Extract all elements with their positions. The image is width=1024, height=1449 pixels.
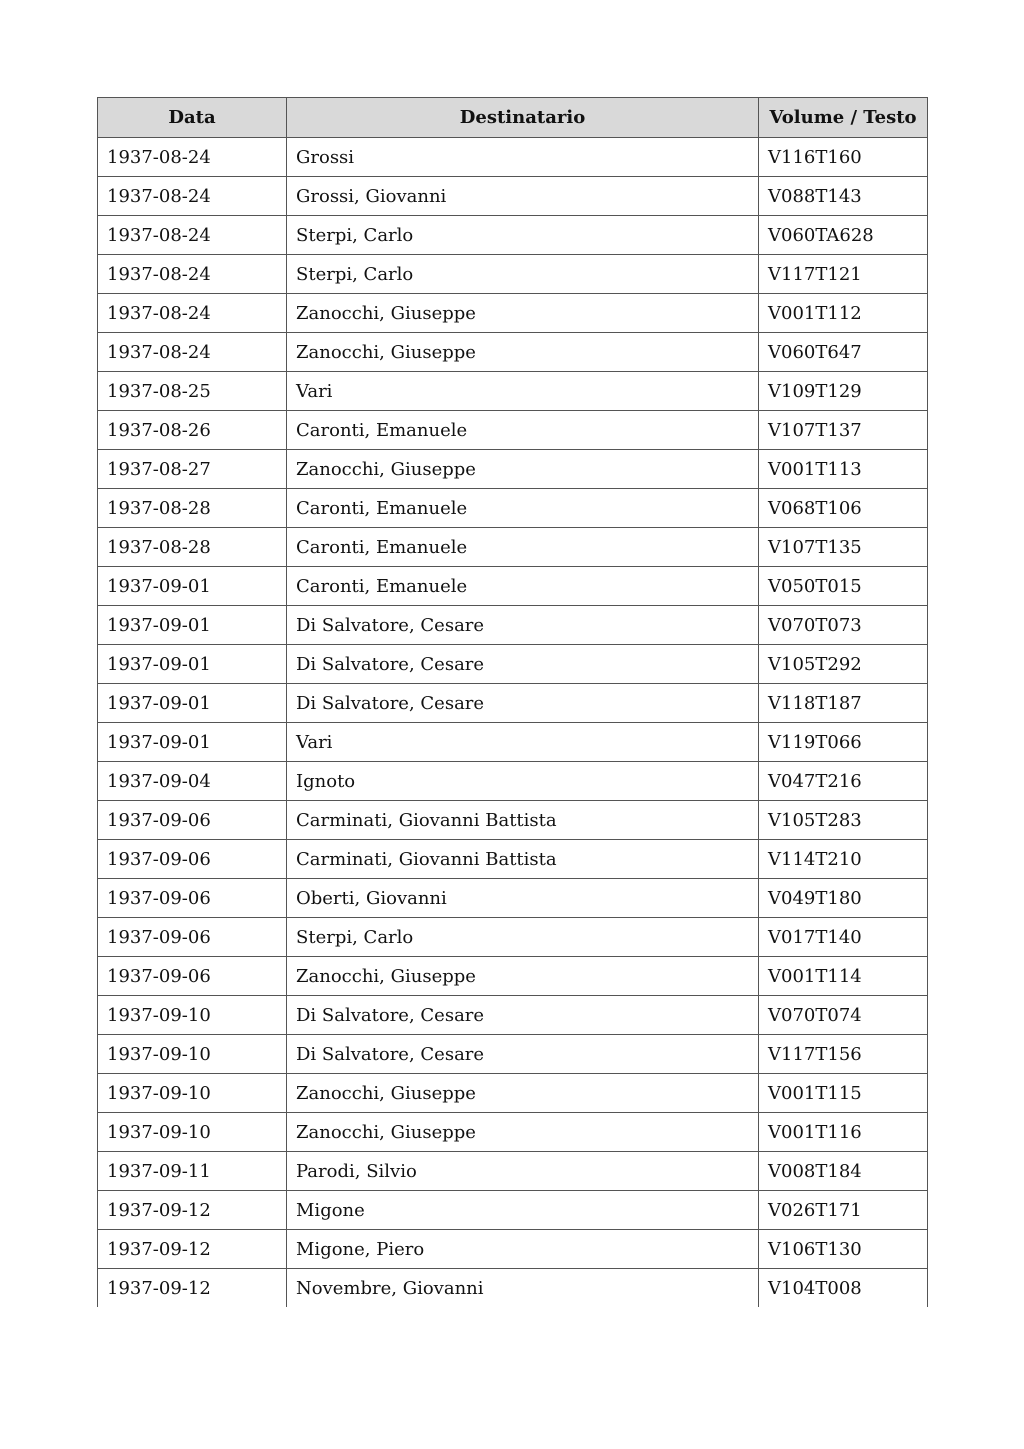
cell-date: 1937-08-25 xyxy=(98,372,287,411)
cell-volume-text: V109T129 xyxy=(759,372,928,411)
cell-date: 1937-09-10 xyxy=(98,996,287,1035)
cell-date: 1937-09-06 xyxy=(98,801,287,840)
cell-date: 1937-09-01 xyxy=(98,567,287,606)
cell-date: 1937-09-01 xyxy=(98,723,287,762)
table-row xyxy=(98,723,928,762)
cell-recipient: Di Salvatore, Cesare xyxy=(287,1035,759,1074)
cell-recipient: Caronti, Emanuele xyxy=(287,411,759,450)
table-row xyxy=(98,411,928,450)
cell-volume-text: V117T121 xyxy=(759,255,928,294)
cell-recipient: Caronti, Emanuele xyxy=(287,567,759,606)
cell-recipient: Migone, Piero xyxy=(287,1230,759,1269)
table-row xyxy=(98,294,928,333)
cell-volume-text: V047T216 xyxy=(759,762,928,801)
cell-date: 1937-08-24 xyxy=(98,294,287,333)
cell-recipient: Oberti, Giovanni xyxy=(287,879,759,918)
cell-date: 1937-09-11 xyxy=(98,1152,287,1191)
table-row xyxy=(98,177,928,216)
table-row xyxy=(98,684,928,723)
cell-volume-text: V119T066 xyxy=(759,723,928,762)
cell-volume-text: V001T112 xyxy=(759,294,928,333)
cell-volume-text: V104T008 xyxy=(759,1269,928,1308)
cell-date: 1937-09-01 xyxy=(98,606,287,645)
cell-volume-text: V049T180 xyxy=(759,879,928,918)
cell-recipient: Ignoto xyxy=(287,762,759,801)
table-row xyxy=(98,762,928,801)
cell-date: 1937-09-06 xyxy=(98,879,287,918)
cell-recipient: Zanocchi, Giuseppe xyxy=(287,333,759,372)
cell-recipient: Zanocchi, Giuseppe xyxy=(287,957,759,996)
cell-date: 1937-09-12 xyxy=(98,1230,287,1269)
cell-volume-text: V107T135 xyxy=(759,528,928,567)
cell-volume-text: V070T073 xyxy=(759,606,928,645)
cell-volume-text: V060T647 xyxy=(759,333,928,372)
cell-recipient: Vari xyxy=(287,372,759,411)
cell-date: 1937-08-26 xyxy=(98,411,287,450)
cell-date: 1937-09-12 xyxy=(98,1191,287,1230)
table-row xyxy=(98,255,928,294)
cell-volume-text: V050T015 xyxy=(759,567,928,606)
column-header-destinatario: Destinatario xyxy=(287,98,759,138)
table-body xyxy=(98,138,928,1308)
cell-recipient: Zanocchi, Giuseppe xyxy=(287,1113,759,1152)
table-row xyxy=(98,957,928,996)
cell-volume-text: V001T116 xyxy=(759,1113,928,1152)
table-row xyxy=(98,1113,928,1152)
cell-recipient: Parodi, Silvio xyxy=(287,1152,759,1191)
cell-date: 1937-09-06 xyxy=(98,957,287,996)
table-row xyxy=(98,918,928,957)
table-row xyxy=(98,1230,928,1269)
cell-recipient: Migone xyxy=(287,1191,759,1230)
cell-date: 1937-09-10 xyxy=(98,1074,287,1113)
cell-volume-text: V116T160 xyxy=(759,138,928,177)
cell-volume-text: V118T187 xyxy=(759,684,928,723)
cell-date: 1937-09-06 xyxy=(98,840,287,879)
cell-volume-text: V001T114 xyxy=(759,957,928,996)
cell-volume-text: V107T137 xyxy=(759,411,928,450)
cell-date: 1937-08-27 xyxy=(98,450,287,489)
table-row xyxy=(98,489,928,528)
cell-recipient: Carminati, Giovanni Battista xyxy=(287,840,759,879)
cell-volume-text: V117T156 xyxy=(759,1035,928,1074)
table-row xyxy=(98,1269,928,1308)
cell-recipient: Di Salvatore, Cesare xyxy=(287,996,759,1035)
table-row xyxy=(98,1191,928,1230)
cell-date: 1937-08-28 xyxy=(98,528,287,567)
cell-recipient: Carminati, Giovanni Battista xyxy=(287,801,759,840)
table-row xyxy=(98,606,928,645)
column-header-volume-testo: Volume / Testo xyxy=(759,98,928,138)
table-row xyxy=(98,996,928,1035)
cell-date: 1937-09-06 xyxy=(98,918,287,957)
cell-date: 1937-09-12 xyxy=(98,1269,287,1308)
cell-recipient: Grossi, Giovanni xyxy=(287,177,759,216)
cell-date: 1937-08-24 xyxy=(98,333,287,372)
table-row xyxy=(98,333,928,372)
table-row xyxy=(98,138,928,177)
cell-date: 1937-09-01 xyxy=(98,645,287,684)
document-page xyxy=(97,97,927,1307)
table-row xyxy=(98,879,928,918)
cell-recipient: Sterpi, Carlo xyxy=(287,255,759,294)
cell-volume-text: V106T130 xyxy=(759,1230,928,1269)
cell-date: 1937-09-01 xyxy=(98,684,287,723)
cell-recipient: Sterpi, Carlo xyxy=(287,216,759,255)
cell-date: 1937-08-24 xyxy=(98,255,287,294)
table-row xyxy=(98,801,928,840)
correspondence-table xyxy=(97,97,928,1307)
cell-recipient: Di Salvatore, Cesare xyxy=(287,606,759,645)
cell-volume-text: V060TA628 xyxy=(759,216,928,255)
cell-volume-text: V008T184 xyxy=(759,1152,928,1191)
cell-volume-text: V001T115 xyxy=(759,1074,928,1113)
table-row xyxy=(98,372,928,411)
table-row xyxy=(98,528,928,567)
table-row xyxy=(98,216,928,255)
table-row xyxy=(98,840,928,879)
cell-volume-text: V068T106 xyxy=(759,489,928,528)
cell-date: 1937-09-10 xyxy=(98,1035,287,1074)
cell-date: 1937-08-24 xyxy=(98,138,287,177)
cell-date: 1937-08-24 xyxy=(98,177,287,216)
cell-recipient: Caronti, Emanuele xyxy=(287,528,759,567)
cell-volume-text: V026T171 xyxy=(759,1191,928,1230)
cell-volume-text: V105T292 xyxy=(759,645,928,684)
cell-recipient: Vari xyxy=(287,723,759,762)
cell-recipient: Grossi xyxy=(287,138,759,177)
cell-recipient: Sterpi, Carlo xyxy=(287,918,759,957)
cell-date: 1937-09-10 xyxy=(98,1113,287,1152)
cell-recipient: Zanocchi, Giuseppe xyxy=(287,1074,759,1113)
cell-recipient: Di Salvatore, Cesare xyxy=(287,645,759,684)
cell-volume-text: V105T283 xyxy=(759,801,928,840)
cell-date: 1937-08-28 xyxy=(98,489,287,528)
cell-recipient: Zanocchi, Giuseppe xyxy=(287,450,759,489)
cell-volume-text: V088T143 xyxy=(759,177,928,216)
cell-volume-text: V001T113 xyxy=(759,450,928,489)
cell-volume-text: V017T140 xyxy=(759,918,928,957)
cell-recipient: Di Salvatore, Cesare xyxy=(287,684,759,723)
cell-date: 1937-08-24 xyxy=(98,216,287,255)
table-row xyxy=(98,1152,928,1191)
table-row xyxy=(98,567,928,606)
table-row xyxy=(98,1074,928,1113)
table-row xyxy=(98,450,928,489)
table-header-row xyxy=(98,98,928,138)
cell-recipient: Novembre, Giovanni xyxy=(287,1269,759,1308)
cell-volume-text: V070T074 xyxy=(759,996,928,1035)
table-row xyxy=(98,1035,928,1074)
table-row xyxy=(98,645,928,684)
cell-date: 1937-09-04 xyxy=(98,762,287,801)
cell-recipient: Zanocchi, Giuseppe xyxy=(287,294,759,333)
cell-volume-text: V114T210 xyxy=(759,840,928,879)
cell-recipient: Caronti, Emanuele xyxy=(287,489,759,528)
column-header-data: Data xyxy=(98,98,287,138)
